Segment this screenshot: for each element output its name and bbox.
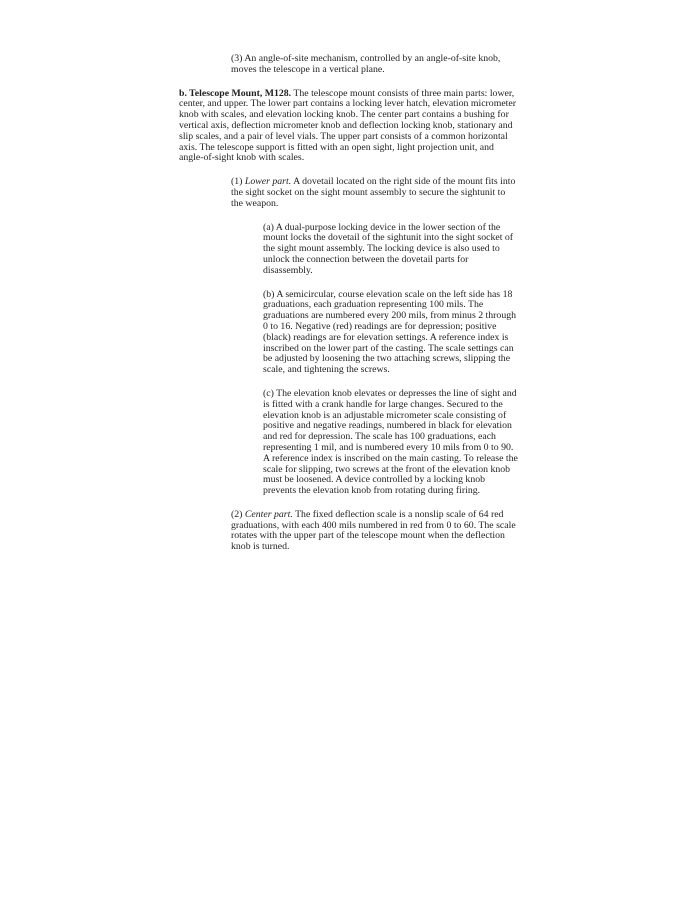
- paragraph-3: [231, 54, 518, 76]
- paragraph-3-label: (3): [231, 53, 243, 64]
- paragraph-a: [263, 223, 518, 277]
- paragraph-b-scale-label: (b): [263, 288, 275, 300]
- paragraph-c-label: (c): [263, 387, 274, 399]
- paragraph-1-label: (1): [231, 176, 243, 188]
- paragraph-1-lower-part: [231, 177, 518, 209]
- paragraph-2-center-part: [231, 510, 518, 553]
- paragraph-b-scale: [263, 290, 518, 376]
- paragraph-b-text: The telescope mount consists of three main parts: lower, center, and upper. The lower part contains a locking lever hatch, elevation micrometer knob with scales, and elevation locking knob. The center part contains a bushing for vertical axis, deflection micrometer knob and deflection locking knob, stationary and slip scales, and a pair of level vials. The upper part consists of a common horizontal axis. The telescope support is fitted with an open sight, light projection unit, and angle-of-sight knob with scales.: [179, 87, 517, 164]
- paragraph-a-text: A dual-purpose locking device in the lower section of the mount locks the dovetail of the sightunit into the sight socket of the sight mount assembly. The locking device is also used to unlock the connection between the dovetail parts for disassembly.: [263, 221, 514, 276]
- paragraph-2-lead: Center part.: [244, 508, 293, 520]
- paragraph-b-telescope-mount: [179, 89, 518, 165]
- paragraph-c: [263, 389, 518, 497]
- paragraph-1-lead: Lower part.: [244, 176, 292, 188]
- paragraph-c-text: The elevation knob elevates or depresses the line of sight and is fitted with a crank handle for large changes. Secured to the elevation knob is an adjustable micrometer scale consisting of positive and negative readings, numbered in black for elevation and red for depression. The scale has 100 graduations, each representing 1 mil, and is numbered every 10 mils from 0 to 90. A reference index is inscribed on the main casting. To release the scale for slipping, two screws at the front of the elevation knob must be loosened. A device controlled by a locking knob prevents the elevation knob from rotating during firing.: [263, 387, 518, 497]
- paragraph-b-scale-text: A semicircular, course elevation scale on the left side has 18 graduations, each graduation representing 100 mils. The graduations are numbered every 200 mils, from minus 2 through 0 to 16. Negative (red) readings are for depression; positive (black) readings are for elevation settings. A reference index is inscribed on the lower part of the casting. The scale settings can be adjusted by loosening the two attaching screws, slipping the scale, and tightening the screws.: [263, 288, 517, 376]
- document-text-block: [179, 54, 518, 553]
- paragraph-b-heading: b. Telescope Mount, M128.: [179, 87, 292, 99]
- paragraph-1-text: A dovetail located on the right side of the mount fits into the sight socket on the sight mount assembly to secure the sightunit to the weapon.: [231, 176, 516, 209]
- paragraph-3-text: An angle-of-site mechanism, controlled by an angle-of-site knob, moves the telescope in a vertical plane.: [231, 53, 501, 75]
- paragraph-2-label: (2): [231, 508, 243, 520]
- paragraph-a-label: (a): [263, 221, 274, 233]
- paragraph-2-text: The fixed deflection scale is a nonslip scale of 64 red graduations, with each 400 mils numbered in red from 0 to 60. The scale rotates with the upper part of the telescope mount when the deflection knob is turned.: [231, 508, 516, 553]
